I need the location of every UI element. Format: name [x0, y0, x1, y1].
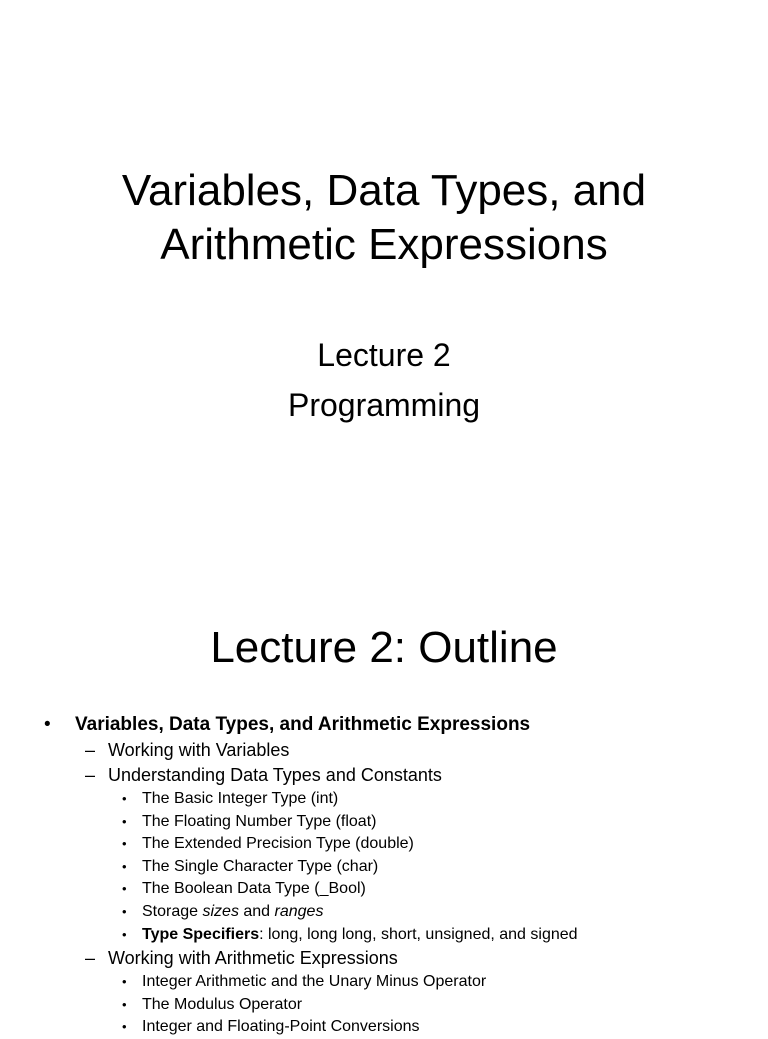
list-item	[0, 763, 768, 788]
dash-icon: –	[85, 948, 96, 969]
course-name: Programming	[287, 387, 481, 423]
list-item-text	[142, 901, 323, 924]
list-item-text: Integer Arithmetic and the Unary Minus Operator	[142, 973, 487, 991]
list-item-text: Working with Arithmetic Expressions	[108, 948, 398, 969]
lecture-number: Lecture 2	[317, 337, 451, 373]
presentation-subtitle	[0, 330, 768, 430]
bullet-icon: •	[122, 881, 127, 897]
storage-ranges: ranges	[274, 902, 324, 920]
list-item-text	[142, 924, 578, 947]
outline-title: Lecture 2: Outline	[210, 623, 558, 672]
storage-and: and	[238, 902, 275, 920]
list-item	[0, 738, 768, 763]
list-item	[0, 1016, 768, 1039]
presentation-title	[0, 164, 768, 272]
list-item-text: The Basic Integer Type (int)	[142, 790, 339, 807]
list-item	[0, 811, 768, 834]
bullet-icon: •	[122, 1019, 127, 1035]
dash-icon: –	[85, 740, 96, 760]
list-item-text: The Extended Precision Type (double)	[142, 835, 414, 853]
bullet-icon: •	[122, 903, 127, 919]
list-item	[0, 856, 768, 879]
bullet-icon: •	[122, 996, 127, 1012]
list-item	[0, 946, 768, 971]
title-line-2: Arithmetic Expressions	[160, 220, 608, 269]
bullet-icon: •	[122, 858, 127, 874]
bullet-icon: •	[122, 836, 127, 852]
bullet-icon: •	[44, 714, 51, 735]
title-line-1: Variables, Data Types, and	[121, 166, 647, 215]
list-item	[0, 788, 768, 811]
storage-sizes: sizes	[202, 902, 239, 920]
list-item-text: Variables, Data Types, and Arithmetic Expressions	[75, 714, 531, 735]
bullet-icon: •	[122, 813, 127, 829]
list-item	[0, 994, 768, 1017]
outline-list	[0, 712, 768, 1039]
bullet-icon: •	[122, 926, 127, 942]
list-item	[0, 924, 768, 947]
bullet-icon: •	[122, 791, 127, 806]
storage-prefix: Storage	[142, 902, 203, 920]
list-item-text: The Modulus Operator	[142, 995, 303, 1013]
list-item	[0, 712, 768, 738]
bullet-icon: •	[122, 974, 127, 990]
list-item	[0, 971, 768, 994]
list-item-text: The Single Character Type (char)	[142, 857, 379, 875]
type-specifiers-list: : long, long long, short, unsigned, and signed	[259, 925, 578, 943]
dash-icon: –	[85, 765, 96, 785]
type-specifiers-label: Type Specifiers	[142, 925, 260, 943]
list-item-text: The Boolean Data Type (_Bool)	[142, 880, 366, 898]
list-item-text: Understanding Data Types and Constants	[108, 765, 442, 785]
list-item-text: Integer and Floating-Point Conversions	[142, 1018, 420, 1036]
list-item	[0, 901, 768, 924]
list-item	[0, 833, 768, 856]
list-item-text: Working with Variables	[108, 740, 290, 760]
list-item	[0, 878, 768, 901]
list-item-text: The Floating Number Type (float)	[142, 812, 377, 830]
